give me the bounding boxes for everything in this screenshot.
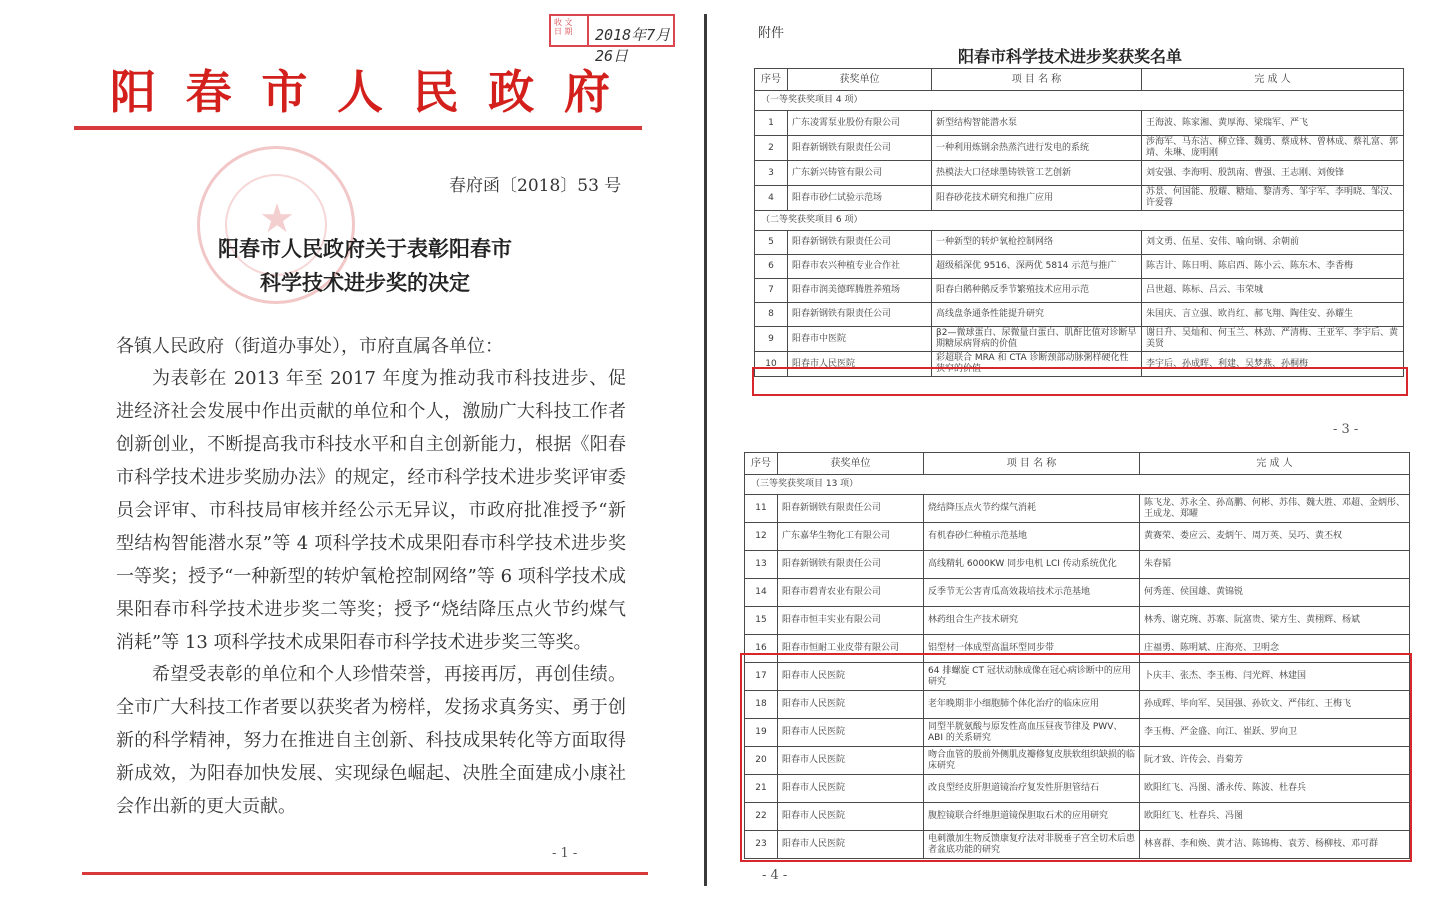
- header-char: 人: [336, 65, 383, 119]
- cell-unit: 阳春市人民医院: [788, 352, 932, 377]
- cell-people: 朱国庆、言立强、欧肖红、郝飞翔、陶佳安、孙耀生: [1142, 303, 1404, 327]
- cell-number: 21: [745, 775, 778, 803]
- received-date-stamp: [549, 14, 675, 65]
- cell-people: 刘文勇、伍星、安伟、喻向钢、余朝前: [1142, 231, 1404, 255]
- document-number: 春府函〔2018〕53 号: [449, 176, 622, 196]
- cell-unit: 阳春市中医院: [788, 327, 932, 352]
- header-char: 阳: [110, 65, 156, 119]
- star-icon: ★: [259, 196, 295, 242]
- cell-number: 4: [755, 186, 788, 211]
- header-no: 序号: [755, 69, 788, 91]
- table-row: [745, 579, 1410, 607]
- cell-project: 烧结降压点火节约煤气消耗: [924, 495, 1140, 523]
- cell-number: 23: [745, 831, 778, 859]
- table-row: [755, 327, 1404, 352]
- document-page-1: [0, 0, 708, 900]
- cell-people: 谢日升、吴灿和、何玉兰、林劲、严清梅、王亚军、李宇后、黄美贤: [1142, 327, 1404, 352]
- page-number: - 4 -: [762, 868, 788, 883]
- cell-people: 欧阳红飞、冯图、潘永传、陈波、杜春兵: [1140, 775, 1410, 803]
- stamp-label-line2: 日 期: [554, 27, 573, 36]
- cell-unit: 阳春市碧青农业有限公司: [778, 579, 924, 607]
- header-project: 项 目 名 称: [932, 69, 1142, 91]
- header-char: 民: [412, 65, 459, 119]
- cell-people: 涉海军、马东洁、柳立锋、魏勇、蔡成林、曾林成、蔡礼富、郭靖、朱琳、庞明刚: [1142, 136, 1404, 161]
- cell-people: 何秀莲、侯国雄、黄锦锐: [1140, 579, 1410, 607]
- cell-number: 9: [755, 327, 788, 352]
- cell-project: 同型半胱氨酸与原发性高血压昼夜节律及 PWV、ABI 的关系研究: [924, 719, 1140, 747]
- cell-unit: 阳春市人民医院: [778, 747, 924, 775]
- cell-unit: 阳春市人民医院: [778, 831, 924, 859]
- cell-unit: 阳春市人民医院: [778, 775, 924, 803]
- cell-number: 7: [755, 279, 788, 303]
- cell-project: 超级稻深优 9516、深两优 5814 示范与推广: [932, 255, 1142, 279]
- cell-project: 林药组合生产技术研究: [924, 607, 1140, 635]
- table-row: [755, 161, 1404, 186]
- cell-project: 一种利用炼钢余热蒸汽进行发电的系统: [932, 136, 1142, 161]
- page-number: - 3 -: [1333, 422, 1359, 437]
- cell-unit: 阳春市砂仁试验示范场: [788, 186, 932, 211]
- table-row: [745, 607, 1410, 635]
- table-row: [755, 231, 1404, 255]
- header-char: 市: [261, 65, 308, 119]
- header-people: 完 成 人: [1142, 69, 1404, 91]
- cell-people: 吕世超、陈标、吕云、韦荣城: [1142, 279, 1404, 303]
- header-unit: 获奖单位: [778, 453, 924, 475]
- body-paragraph-2: 希望受表彰的单位和个人珍惜荣誉，再接再厉，再创佳绩。全市广大科技工作者要以获奖者为榜样，发扬求真务实、勇于创新的科学精神，努力在推进自主创新、科技成果转化等方面取得新成效，为阳春加快发展、实现绿色崛起、决胜全面建成小康社会作出新的更大贡献。: [116, 664, 626, 817]
- header-red-rule: [74, 126, 642, 130]
- cell-number: 12: [745, 523, 778, 551]
- cell-number: 19: [745, 719, 778, 747]
- cell-project: 铝型材一体成型高温环型同步带: [924, 635, 1140, 663]
- section-header: （一等奖获奖项目 4 项）: [755, 91, 1404, 111]
- cell-project: 腹腔镜联合纤维胆道镜保胆取石术的应用研究: [924, 803, 1140, 831]
- cell-people: 李宇后、孙成晖、利建、吴梦燕、孙桐梅: [1142, 352, 1404, 377]
- section-header: （二等奖获奖项目 6 项）: [755, 211, 1404, 231]
- cell-project: 改良型经皮肝胆道镜治疗复发性肝胆管结石: [924, 775, 1140, 803]
- salutation: 各镇人民政府（街道办事处），市府直属各单位：: [116, 336, 503, 357]
- table-row: [755, 303, 1404, 327]
- cell-unit: 阳春新钢铁有限责任公司: [778, 551, 924, 579]
- cell-people: 苏景、何国能、殷耀、糖灿、黎清秀、邹宇军、李明晓、邹汉、许爱蓉: [1142, 186, 1404, 211]
- cell-unit: 阳春新钢铁有限责任公司: [788, 303, 932, 327]
- cell-number: 5: [755, 231, 788, 255]
- cell-project: 电刺激加生物反馈康复疗法对非脱垂子宫全切术后患者盆底功能的研究: [924, 831, 1140, 859]
- cell-project: 有机春砂仁种植示范基地: [924, 523, 1140, 551]
- cell-unit: 广东新兴铸管有限公司: [788, 161, 932, 186]
- section-header: （三等奖获奖项目 13 项）: [745, 475, 1410, 495]
- table-row: [745, 523, 1410, 551]
- cell-unit: 阳春市人民医院: [778, 719, 924, 747]
- cell-unit: 阳春市润美德晖腾胜养殖场: [788, 279, 932, 303]
- award-table-page-3: [754, 68, 1404, 377]
- title-line-1: 阳春市人民政府关于表彰阳春市: [218, 236, 512, 261]
- cell-people: 陈吉计、陈日明、陈启西、陈小云、陈东木、李香梅: [1142, 255, 1404, 279]
- cell-people: 刘安强、李海明、殷凯南、曹强、王志刚、刘俊锋: [1142, 161, 1404, 186]
- cell-people: 朱春韬: [1140, 551, 1410, 579]
- table-row: [755, 111, 1404, 136]
- cell-number: 11: [745, 495, 778, 523]
- cell-number: 14: [745, 579, 778, 607]
- cell-number: 20: [745, 747, 778, 775]
- cell-unit: 阳春市农兴种植专业合作社: [788, 255, 932, 279]
- cell-people: 欧阳红飞、杜春兵、冯图: [1140, 803, 1410, 831]
- cell-unit: 阳春新钢铁有限责任公司: [788, 136, 932, 161]
- table-row: [755, 186, 1404, 211]
- header-unit: 获奖单位: [788, 69, 932, 91]
- cell-number: 3: [755, 161, 788, 186]
- cell-project: 高线精轧 6000KW 同步电机 LCI 传动系统优化: [924, 551, 1140, 579]
- cell-people: 林秀、谢克琬、苏寨、阮富贵、梁方生、黄栩辉、杨斌: [1140, 607, 1410, 635]
- cell-number: 22: [745, 803, 778, 831]
- cell-number: 13: [745, 551, 778, 579]
- body-paragraph-1: 为表彰在 2013 年至 2017 年度为推动我市科技进步、促进经济社会发展中作出贡献的单位和个人，激励广大科技工作者创新创业，不断提高我市科技水平和自主创新能力，根据《阳春市科学技术进步奖励办法》的规定，经市科学技术进步奖评审委员会评审、市科技局审核并经公示无异议，市政府批准授予“新型结构智能潜水泵”等 4 项科学技术成果阳春市科学技术进步奖一等奖；授予“一种新型的转炉氧枪控制网络”等 6 项科学技术成果阳春市科学技术进步奖二等奖；授予“烧结降压点火节约煤气消耗”等 13 项科学技术成果阳春市科学技术进步奖三等奖。: [116, 368, 626, 653]
- cell-project: 一种新型的转炉氧枪控制网络: [932, 231, 1142, 255]
- cell-project: 新型结构智能潜水泵: [932, 111, 1142, 136]
- cell-unit: 阳春新钢铁有限责任公司: [788, 231, 932, 255]
- attachment-label: 附件: [758, 26, 785, 41]
- cell-unit: 广东凌霄泵业股份有限公司: [788, 111, 932, 136]
- cell-number: 6: [755, 255, 788, 279]
- header-char: 春: [185, 65, 232, 119]
- cell-project: β2—微球蛋白、尿微量白蛋白、肌酐比值对诊断早期糖尿病肾病的价值: [932, 327, 1142, 352]
- cell-people: 林喜群、李和焕、黄才洁、陈锦梅、袁芳、杨柳枝、邓可群: [1140, 831, 1410, 859]
- cell-people: 庄福勇、陈明斌、庄海亮、卫明念: [1140, 635, 1410, 663]
- cell-unit: 阳春市恒丰实业有限公司: [778, 607, 924, 635]
- cell-people: 黄赛荣、娄应云、麦炳午、周万英、吴巧、黄丕权: [1140, 523, 1410, 551]
- header-char: 府: [563, 65, 610, 119]
- footer-red-rule: [82, 872, 648, 875]
- cell-unit: 阳春市人民医院: [778, 691, 924, 719]
- cell-people: 阮才致、许传会、肖菊芳: [1140, 747, 1410, 775]
- cell-people: 卜庆丰、张杰、李玉梅、闫光辉、林建国: [1140, 663, 1410, 691]
- header-project: 项 目 名 称: [924, 453, 1140, 475]
- cell-number: 8: [755, 303, 788, 327]
- cell-project: 阳春砂花技术研究和推广应用: [932, 186, 1142, 211]
- table-row: [755, 279, 1404, 303]
- award-list-title: 阳春市科学技术进步奖获奖名单: [958, 47, 1183, 66]
- stamp-date: 2018年7月26日: [595, 26, 671, 65]
- table-row: [755, 255, 1404, 279]
- page-divider: [704, 14, 707, 886]
- header-char: 政: [488, 65, 535, 119]
- cell-people: 孙成晖、毕向军、吴国强、孙钦文、严伟红、王梅飞: [1140, 691, 1410, 719]
- cell-people: 王海波、陈家湘、黄厚海、梁瑞军、严飞: [1142, 111, 1404, 136]
- cell-project: 热模法大口径球墨铸铁管工艺创新: [932, 161, 1142, 186]
- cell-project: 64 排螺旋 CT 冠状动脉成像在冠心病诊断中的应用研究: [924, 663, 1140, 691]
- cell-unit: 阳春市恒耐工业皮带有限公司: [778, 635, 924, 663]
- cell-number: 17: [745, 663, 778, 691]
- header-no: 序号: [745, 453, 778, 475]
- cell-unit: 阳春市人民医院: [778, 663, 924, 691]
- cell-project: 老年晚期非小细胞肺个体化治疗的临床应用: [924, 691, 1140, 719]
- cell-project: 吻合血管的股前外侧肌皮瓣修复皮肤软组织缺损的临床研究: [924, 747, 1140, 775]
- cell-number: 18: [745, 691, 778, 719]
- cell-project: 阳春白鹅种鹅反季节繁殖技术应用示范: [932, 279, 1142, 303]
- table-row: [745, 495, 1410, 523]
- cell-unit: 阳春市人民医院: [778, 803, 924, 831]
- highlight-box-row-10: [752, 367, 1408, 396]
- stamp-label-line1: 收 文: [554, 18, 573, 27]
- cell-number: 1: [755, 111, 788, 136]
- page-number: - 1 -: [552, 846, 578, 861]
- cell-number: 10: [755, 352, 788, 377]
- cell-number: 15: [745, 607, 778, 635]
- cell-unit: 广东嘉华生物化工有限公司: [778, 523, 924, 551]
- cell-project: 高线盘条通条性能提升研究: [932, 303, 1142, 327]
- cell-project: 反季节无公害青瓜高效栽培技术示范基地: [924, 579, 1140, 607]
- title-line-2: 科学技术进步奖的决定: [260, 270, 470, 295]
- cell-unit: 阳春新钢铁有限责任公司: [778, 495, 924, 523]
- cell-people: 李玉梅、严金盛、向江、崔跃、罗向卫: [1140, 719, 1410, 747]
- table-row: [755, 136, 1404, 161]
- cell-number: 16: [745, 635, 778, 663]
- decision-title: [200, 232, 530, 300]
- government-header: [110, 56, 610, 122]
- table-row: [745, 551, 1410, 579]
- cell-project: 彩超联合 MRA 和 CTA 诊断颈部动脉粥样硬化性狭窄的价值: [932, 352, 1142, 377]
- header-people: 完 成 人: [1140, 453, 1410, 475]
- cell-people: 陈飞龙、苏永全、孙高鹏、何彬、苏伟、魏大胜、邓超、金炳彤、王成龙、郑曜: [1140, 495, 1410, 523]
- highlight-box-rows-17-23: [740, 653, 1412, 862]
- cell-number: 2: [755, 136, 788, 161]
